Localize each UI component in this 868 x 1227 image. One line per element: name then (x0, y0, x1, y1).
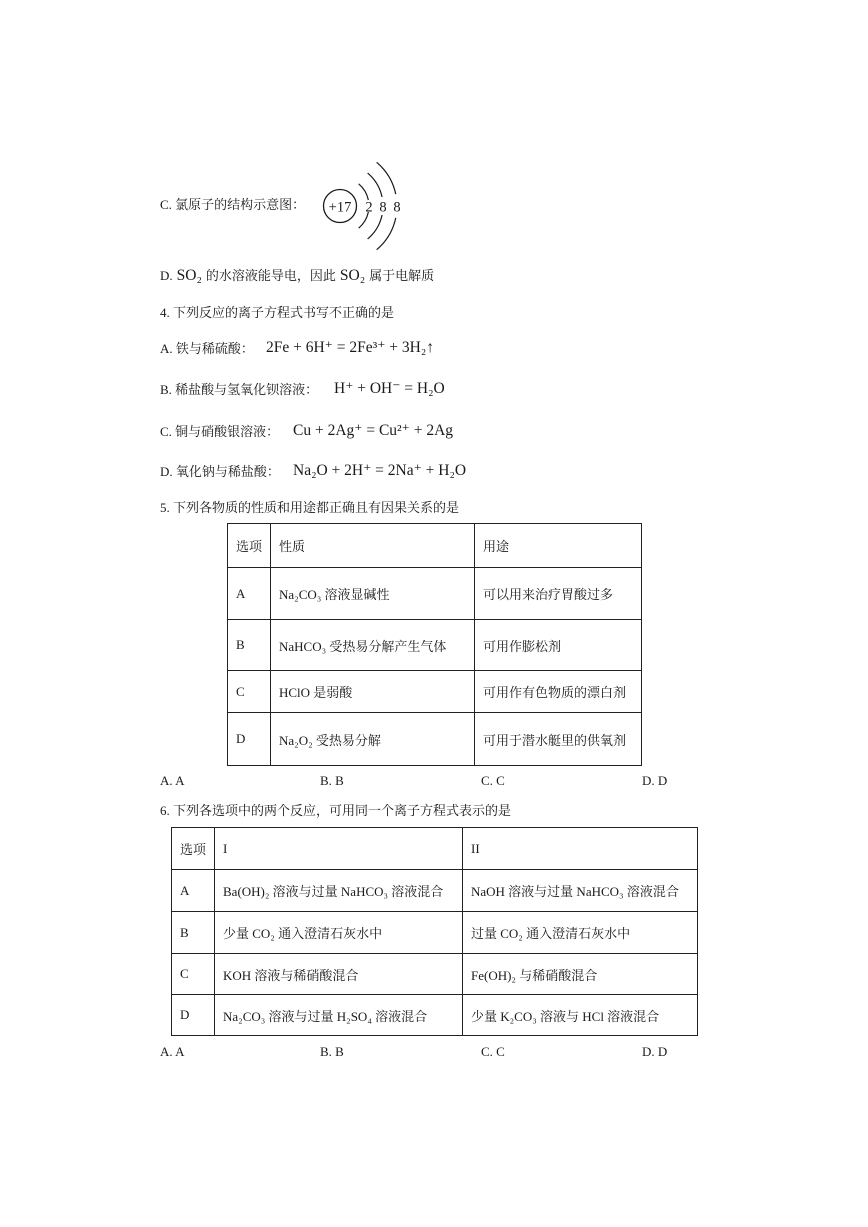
shell-1-electrons: 2 (365, 199, 373, 216)
q6-row-d-option: D (172, 995, 215, 1036)
chlorine-atom-structure-diagram (316, 155, 416, 260)
shell-3-electrons: 8 (393, 199, 401, 216)
q5-row-d-property: Na₂O₂ 受热易分解 (271, 713, 475, 766)
q6-header-reaction-1: I (215, 828, 463, 870)
q6-header-option: 选项 (172, 828, 215, 870)
q5-choice-d: D. D (642, 773, 668, 788)
q5-row-a-use: 可以用来治疗胃酸过多 (475, 568, 642, 620)
q5-stem: 5. 下列各物质的性质和用途都正确且有因果关系的是 (160, 500, 460, 515)
q6-row-a (172, 870, 698, 912)
shell-2-arc-top (368, 173, 382, 197)
q3-option-c-label: C. 氯原子的结构示意图： (160, 197, 306, 212)
q5-choice-c: C. C (481, 773, 505, 788)
nucleus-charge: +17 (328, 199, 352, 216)
q5-header-option: 选项 (228, 524, 271, 568)
q6-choice-d: D. D (642, 1044, 668, 1059)
q5-row-a-option: A (228, 568, 271, 620)
q4-option-a-equation: 2Fe + 6H⁺ = 2Fe³⁺ + 3H₂↑ (266, 339, 435, 356)
q5-header-use: 用途 (475, 524, 642, 568)
q6-header-reaction-2: II (463, 828, 698, 870)
q6-header-row (172, 828, 698, 870)
shell-2-arc-bottom (368, 215, 382, 239)
shell-1-arc-top (359, 184, 369, 200)
q4-option-d-equation: Na₂O + 2H⁺ = 2Na⁺ + H₂O (293, 462, 467, 479)
q3-option-d-formula-1: SO₂ (176, 267, 202, 284)
q6-row-b-option: B (172, 912, 215, 954)
q5-header-row (228, 524, 642, 568)
q3-option-d-text-2: 属于电解质 (369, 268, 435, 283)
q4-option-c-label: C. 铜与硝酸银溶液： (160, 424, 280, 439)
q5-row-c-property: HClO 是弱酸 (271, 671, 475, 713)
q6-row-c (172, 954, 698, 995)
q6-row-d-reaction-1: Na₂CO₃ 溶液与过量 H₂SO₄ 溶液混合 (215, 995, 463, 1036)
q6-row-c-reaction-1: KOH 溶液与稀硝酸混合 (215, 954, 463, 995)
q5-row-b-use: 可用作膨松剂 (475, 620, 642, 671)
q3-option-d-text-1: 的水溶液能导电，因此 (205, 268, 336, 283)
q3-option-d-formula-2: SO₂ (339, 267, 366, 284)
q5-row-a (228, 568, 642, 620)
q4-option-b-label: B. 稀盐酸与氢氧化钡溶液： (160, 382, 319, 397)
q5-choice-a: A. A (160, 773, 185, 788)
q6-choice-a: A. A (160, 1044, 185, 1059)
q6-choice-b: B. B (320, 1044, 344, 1059)
q5-row-c (228, 671, 642, 713)
q6-row-c-reaction-2: Fe(OH)₂ 与稀硝酸混合 (463, 954, 698, 995)
q6-row-b (172, 912, 698, 954)
q6-row-d-reaction-2: 少量 K₂CO₃ 溶液与 HCl 溶液混合 (463, 995, 698, 1036)
q3-option-d-letter: D. (160, 268, 173, 283)
q5-header-property: 性质 (271, 524, 475, 568)
q5-row-d-use: 可用于潜水艇里的供氧剂 (475, 713, 642, 766)
q5-row-b-option: B (228, 620, 271, 671)
q6-row-b-reaction-2: 过量 CO₂ 通入澄清石灰水中 (463, 912, 698, 954)
q6-row-a-reaction-2: NaOH 溶液与过量 NaHCO₃ 溶液混合 (463, 870, 698, 912)
q5-row-c-option: C (228, 671, 271, 713)
q6-stem: 6. 下列各选项中的两个反应，可用同一个离子方程式表示的是 (160, 803, 512, 818)
q5-row-d-option: D (228, 713, 271, 766)
q5-row-a-property: Na₂CO₃ 溶液显碱性 (271, 568, 475, 620)
q4-option-a-label: A. 铁与稀硫酸： (160, 341, 254, 356)
q6-row-b-reaction-1: 少量 CO₂ 通入澄清石灰水中 (215, 912, 463, 954)
q6-row-d (172, 995, 698, 1036)
q6-choice-c: C. C (481, 1044, 505, 1059)
q5-choice-b: B. B (320, 773, 344, 788)
shell-2-electrons: 8 (379, 199, 387, 216)
q5-row-c-use: 可用作有色物质的漂白剂 (475, 671, 642, 713)
q4-option-b-equation: H⁺ + OH⁻ = H₂O (334, 380, 445, 397)
q5-row-b-property: NaHCO₃ 受热易分解产生气体 (271, 620, 475, 671)
q3-option-d (160, 267, 434, 285)
q4-option-c-equation: Cu + 2Ag⁺ = Cu²⁺ + 2Ag (293, 422, 454, 439)
q5-row-b (228, 620, 642, 671)
q6-row-a-reaction-1: Ba(OH)₂ 溶液与过量 NaHCO₃ 溶液混合 (215, 870, 463, 912)
q5-table (227, 523, 642, 766)
q4-stem: 4. 下列反应的离子方程式书写不正确的是 (160, 305, 395, 320)
q5-row-d (228, 713, 642, 766)
q6-table (171, 827, 698, 1036)
q6-row-c-option: C (172, 954, 215, 995)
q6-row-a-option: A (172, 870, 215, 912)
q4-option-d-label: D. 氧化钠与稀盐酸： (160, 464, 280, 479)
